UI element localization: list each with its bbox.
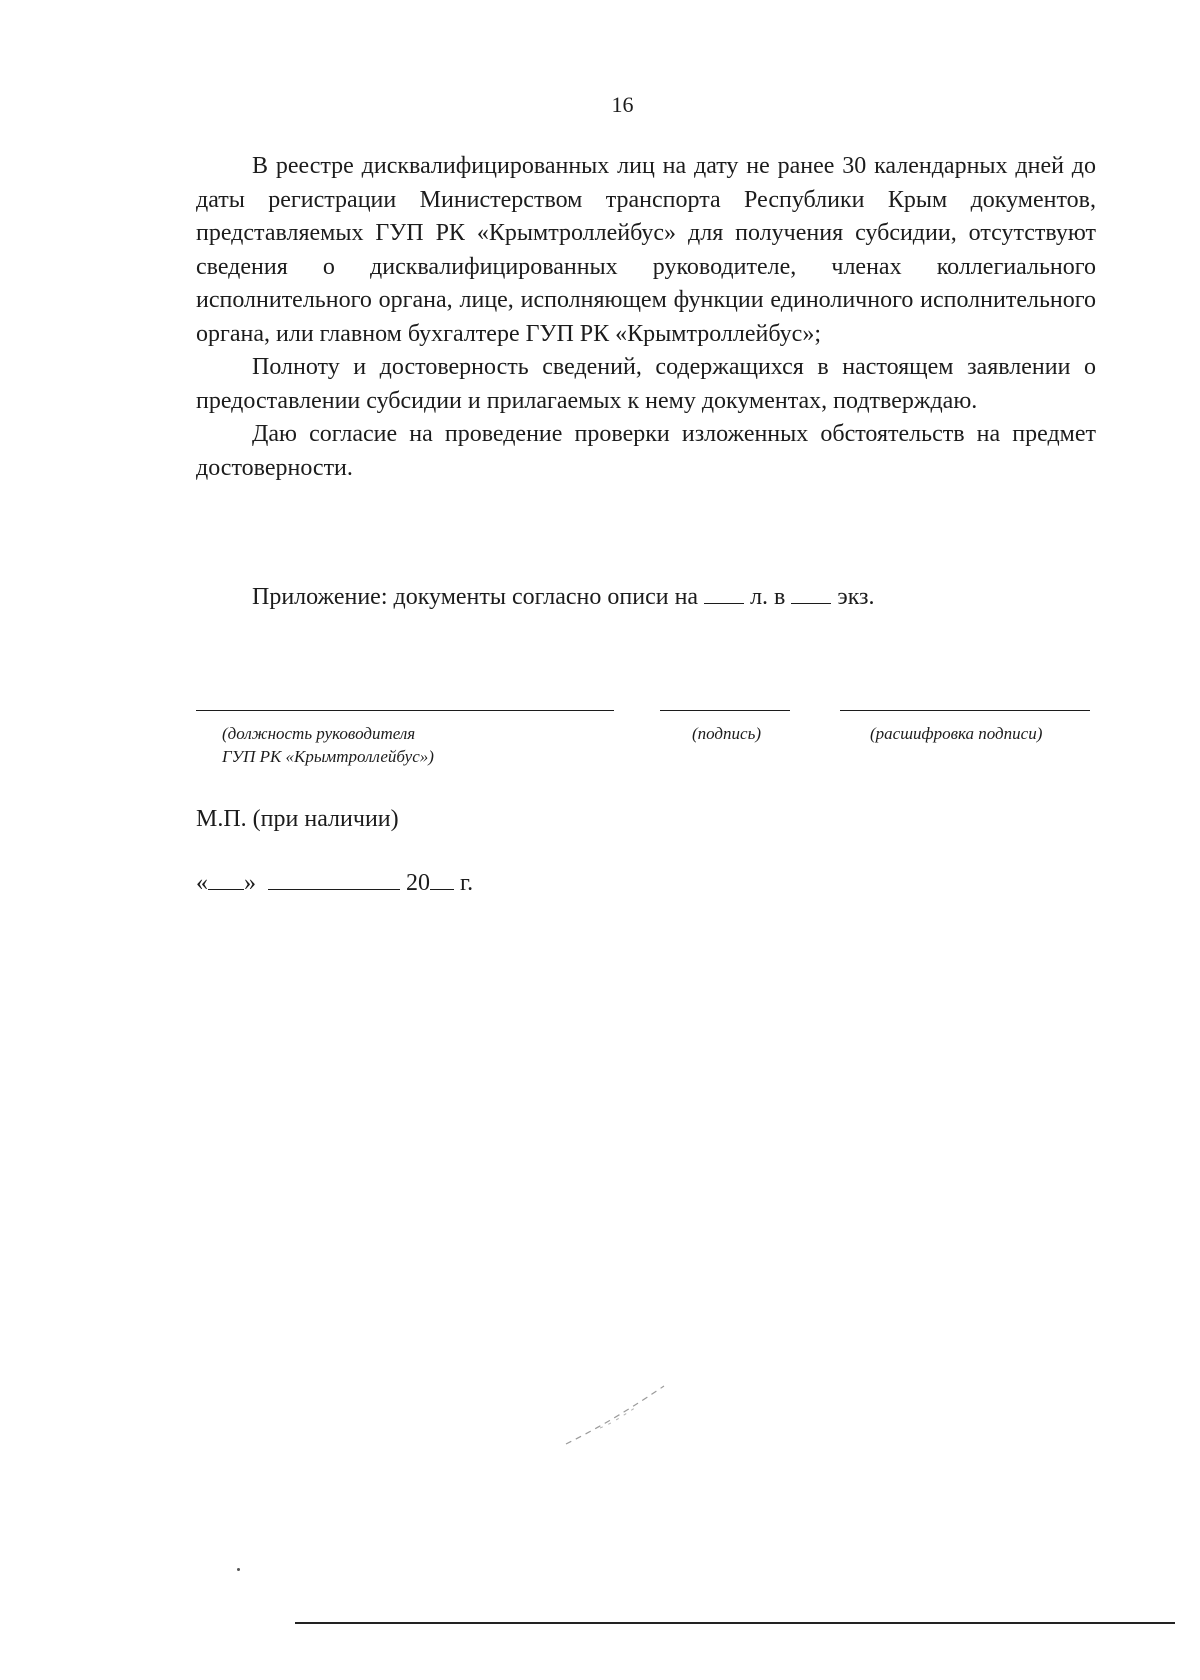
month-blank bbox=[268, 888, 400, 890]
position-caption-line2: ГУП РК «Крымтроллейбус») bbox=[222, 747, 434, 766]
date-close-quote: » bbox=[244, 870, 256, 896]
position-caption bbox=[222, 722, 434, 768]
paragraph-registry: В реестре дисквалифицированных лиц на дату не ранее 30 календарных дней до даты регистрации Министерством транспорта Республики Крым документов, представляемых ГУП РК «Крымтроллейбус» для получения субсидии, отсутствуют сведения о дисквалифицированных руководителе, членах коллегиального исполнительного органа, лице, исполняющем функции единоличного исполнительного органа, или главном бухгалтере ГУП РК «Крымтроллейбус»; bbox=[196, 153, 1096, 347]
body-text bbox=[196, 150, 1096, 485]
seal-note: М.П. (при наличии) bbox=[196, 806, 399, 832]
attachment-suffix: экз. bbox=[837, 584, 875, 610]
speck bbox=[237, 1568, 240, 1571]
signature-caption: (подпись) bbox=[692, 724, 761, 743]
bottom-rule bbox=[295, 1622, 1175, 1624]
sheets-count-blank bbox=[704, 602, 744, 604]
decryption-line bbox=[840, 710, 1090, 711]
attachment-middle: л. в bbox=[750, 584, 786, 610]
position-caption-line1: (должность руководителя bbox=[222, 724, 416, 743]
paragraph-consent: Даю согласие на проведение проверки изложенных обстоятельств на предмет достоверности. bbox=[196, 421, 1096, 481]
date-open-quote: « bbox=[196, 870, 208, 896]
date-line bbox=[196, 870, 473, 897]
year-suffix: г. bbox=[460, 870, 474, 896]
copies-count-blank bbox=[791, 602, 831, 604]
year-prefix: 20 bbox=[406, 870, 430, 896]
paragraph-completeness: Полноту и достоверность сведений, содержащихся в настоящем заявлении о предоставлении субсидии и прилагаемых к нему документах, подтверждаю. bbox=[196, 354, 1096, 414]
signature-line bbox=[660, 710, 790, 711]
attachment-line bbox=[252, 584, 875, 611]
stray-pen-mark bbox=[560, 1380, 670, 1450]
year-blank bbox=[430, 888, 454, 890]
decryption-caption: (расшифровка подписи) bbox=[870, 724, 1043, 743]
position-line bbox=[196, 710, 614, 711]
day-blank bbox=[208, 888, 244, 890]
page-number: 16 bbox=[611, 92, 634, 117]
attachment-prefix: Приложение: документы согласно описи на bbox=[252, 584, 699, 610]
